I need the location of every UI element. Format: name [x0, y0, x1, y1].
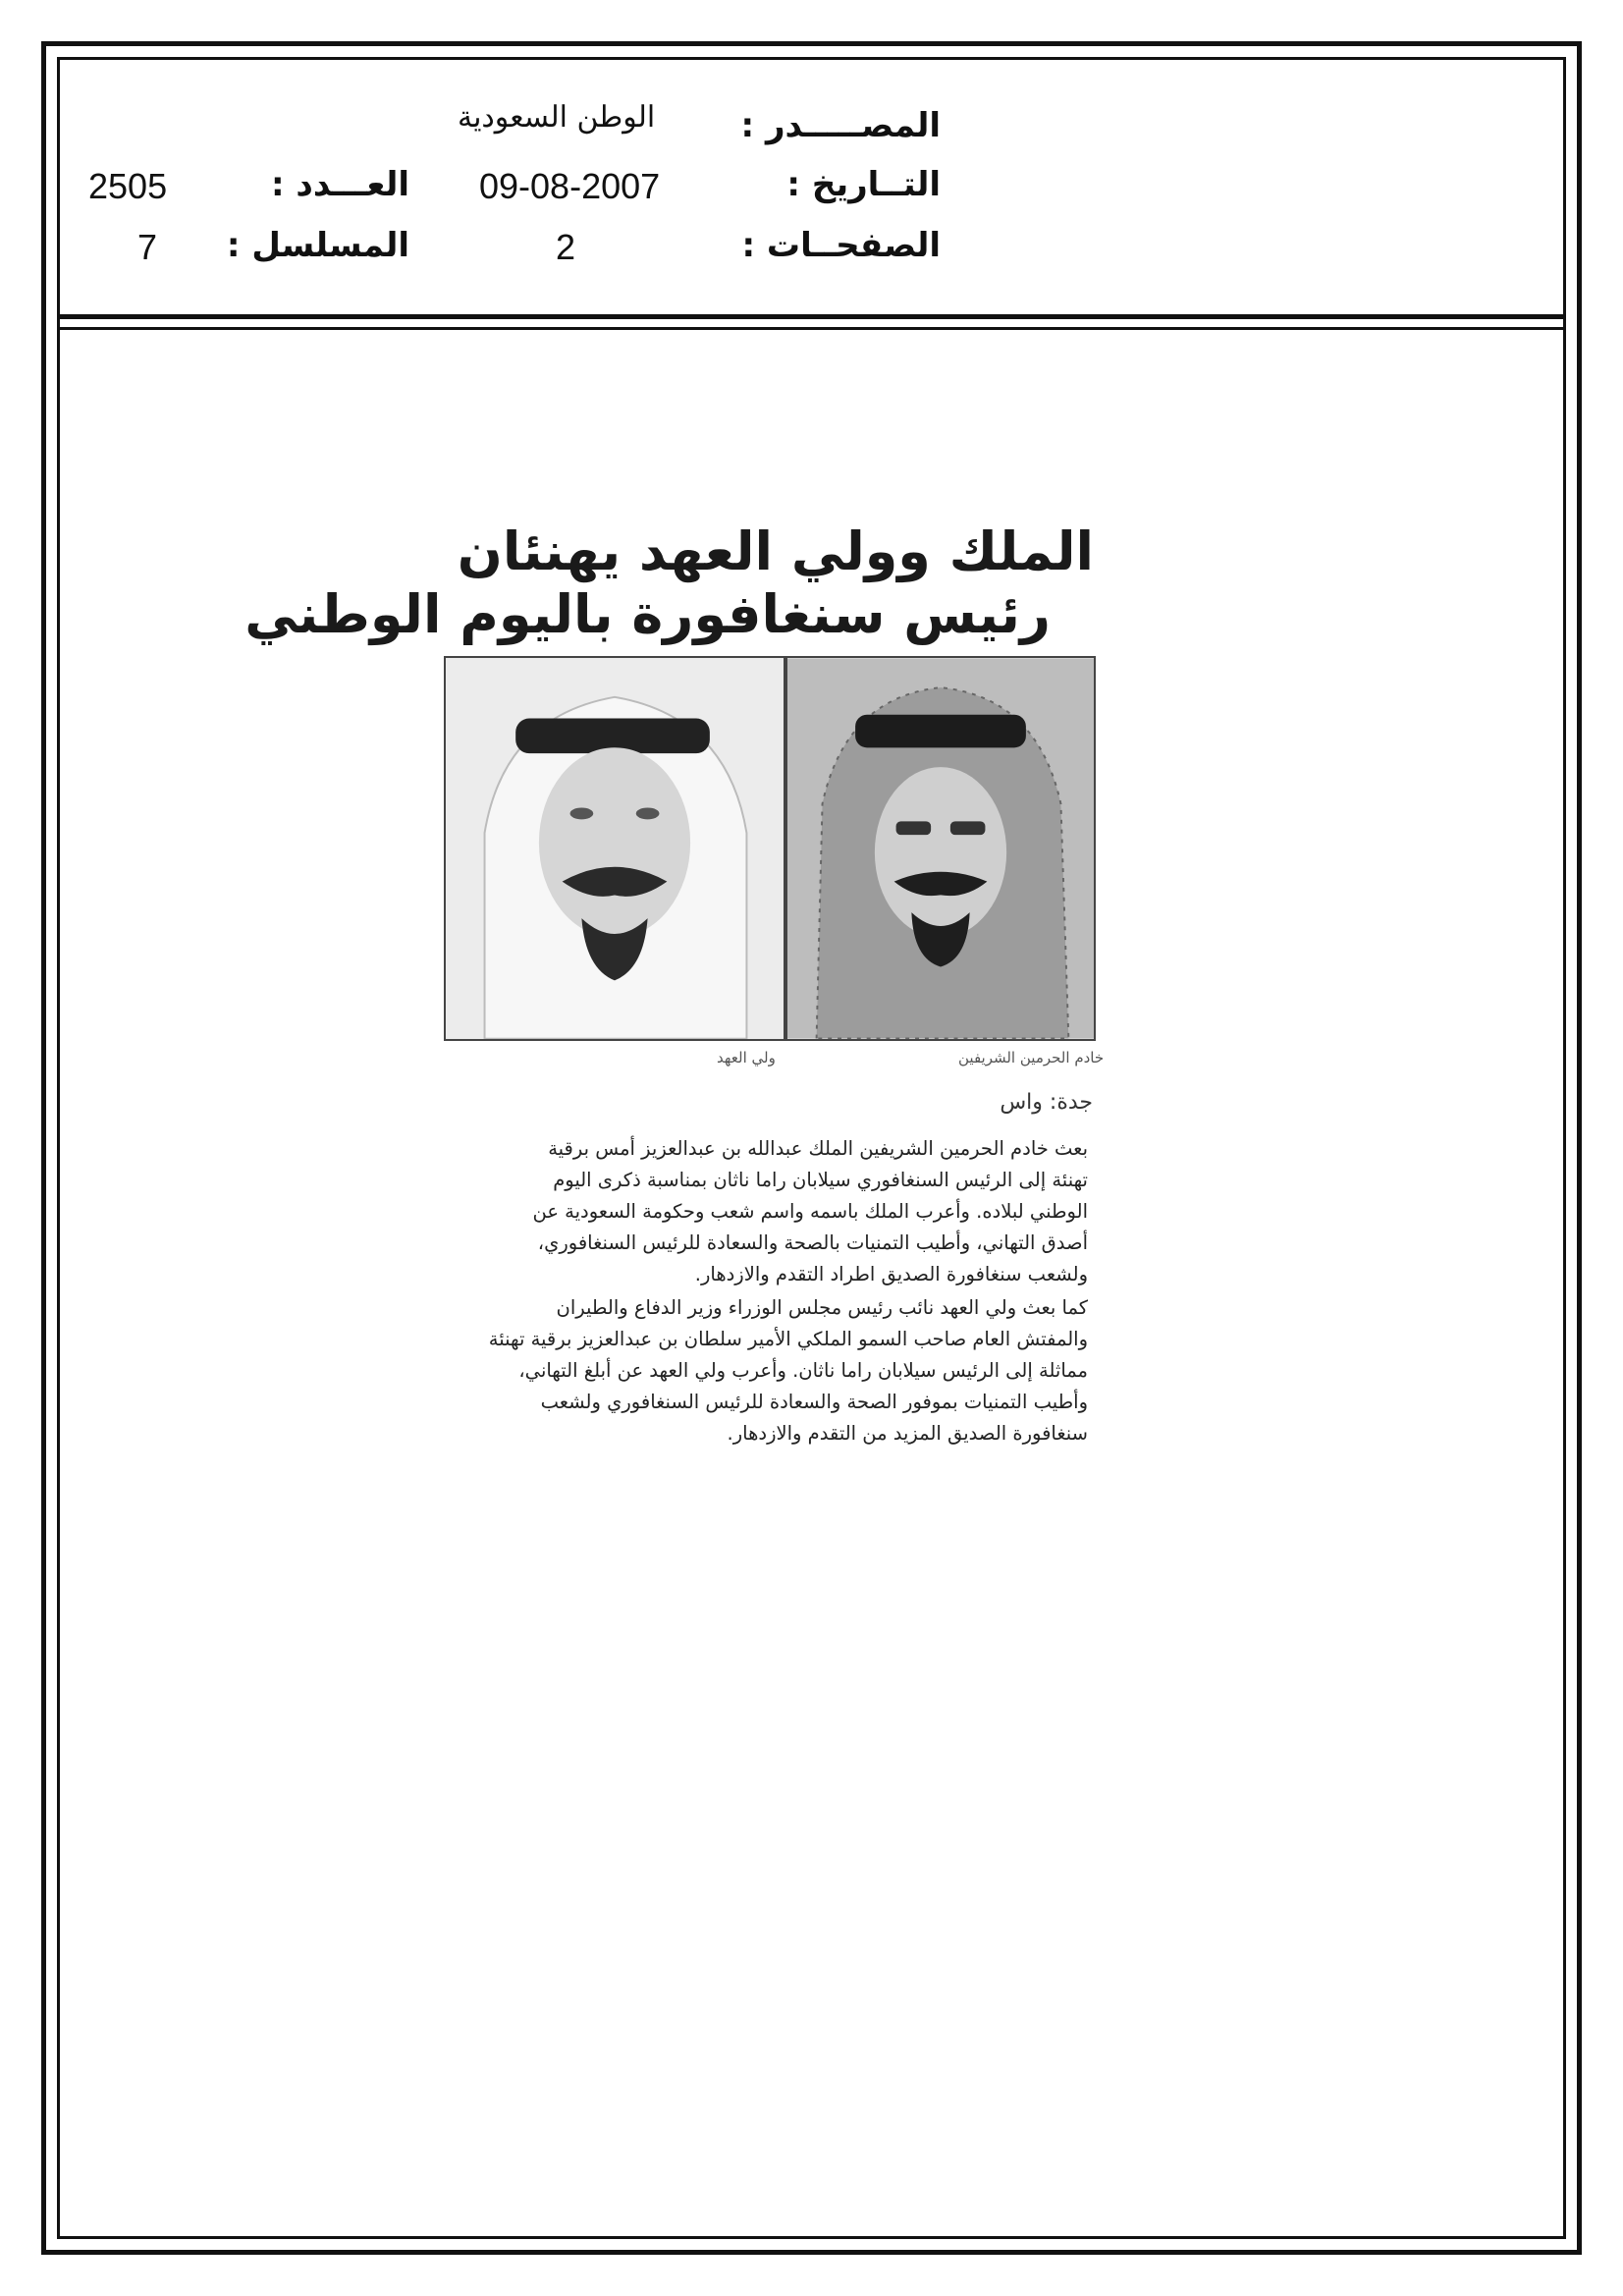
- portrait-illustration: [787, 658, 1094, 1039]
- article-line: بعث خادم الحرمين الشريفين الملك عبدالله بن عبدالعزيز أمس برقية: [548, 1137, 1088, 1160]
- article-line: تهنئة إلى الرئيس السنغافوري سيلابان راما ناثان بمناسبة ذكرى اليوم: [553, 1169, 1088, 1191]
- serial-value: 7: [137, 227, 158, 267]
- article-dateline: جدة: واس: [1000, 1090, 1093, 1115]
- photo-left-caption: ولي العهد: [717, 1049, 776, 1066]
- issue-label: العـــدد :: [271, 165, 409, 204]
- article-line: أصدق التهاني، وأطيب التمنيات بالصحة والسعادة للرئيس السنغافوري،: [537, 1231, 1088, 1254]
- date-label: التــاريخ :: [786, 165, 941, 204]
- photo-right-caption: خادم الحرمين الشريفين: [958, 1049, 1105, 1066]
- article-headline-line2: رئيس سنغافورة باليوم الوطني: [244, 583, 1051, 645]
- issue-value: 2505: [88, 166, 168, 206]
- serial-label: المسلسل :: [226, 226, 409, 265]
- source-value: الوطن السعودية: [458, 100, 656, 135]
- source-label: المصـــــدر :: [740, 106, 941, 145]
- article-line: الوطني لبلاده. وأعرب الملك باسمه واسم شعب وحكومة السعودية عن: [532, 1200, 1088, 1223]
- article-line: ولشعب سنغافورة الصديق اطراد التقدم والازدهار.: [694, 1263, 1088, 1285]
- photo-crown-prince: [444, 656, 785, 1041]
- article-line: مماثلة إلى الرئيس سيلابان راما ناثان. وأعرب ولي العهد عن أبلغ التهاني،: [518, 1359, 1088, 1382]
- article-line: وأطيب التمنيات بموفور الصحة والسعادة للرئيس السنغافوري ولشعب: [540, 1391, 1088, 1413]
- article-headline-line1: الملك وولي العهد يهنئان: [457, 520, 1094, 582]
- date-value: 09-08-2007: [479, 166, 661, 206]
- pages-value: 2: [556, 227, 576, 267]
- photo-king: [785, 656, 1096, 1041]
- article-line: كما بعث ولي العهد نائب رئيس مجلس الوزراء وزير الدفاع والطيران: [556, 1296, 1088, 1319]
- article-line: والمفتش العام صاحب السمو الملكي الأمير سلطان بن عبدالعزيز برقية تهنئة: [488, 1328, 1088, 1350]
- portrait-illustration: [446, 658, 784, 1039]
- header-divider: [57, 314, 1566, 330]
- pages-label: الصفحــات :: [741, 226, 941, 265]
- article-line: سنغافورة الصديق المزيد من التقدم والازدهار.: [727, 1422, 1088, 1445]
